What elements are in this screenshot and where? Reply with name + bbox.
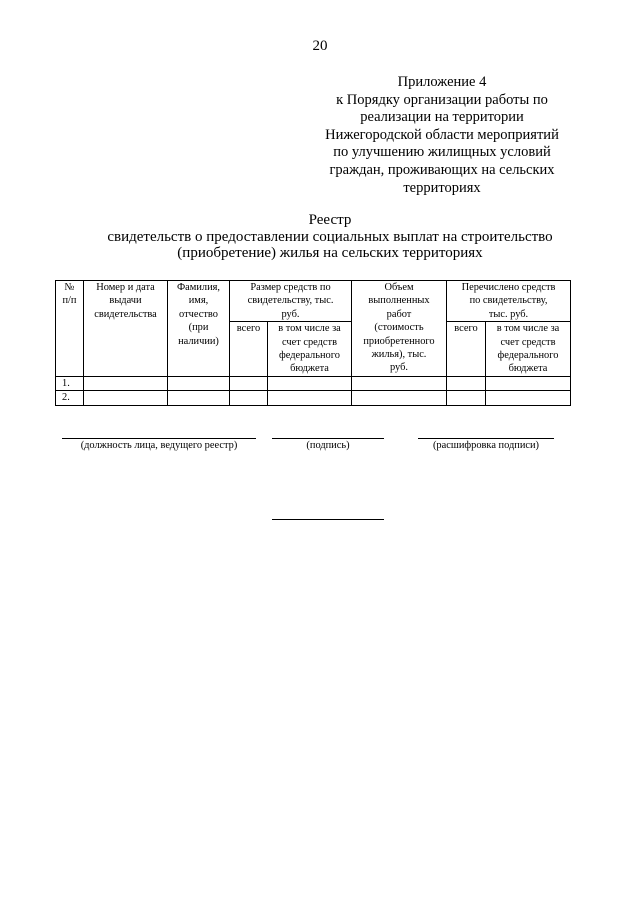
table-cell (268, 391, 352, 405)
table-cell (447, 376, 486, 390)
table-cell (352, 376, 447, 390)
header-transferred-total: всего (447, 322, 486, 377)
header-num: № п/п (56, 281, 84, 377)
decoding-caption: (расшифровка подписи) (432, 440, 540, 451)
row-number: 2. (56, 391, 84, 405)
table-row (56, 376, 571, 390)
table-cell (352, 391, 447, 405)
signature-caption: (подпись) (306, 440, 350, 451)
header-amount-federal: в том числе за счет средств федерального бюджета (268, 322, 352, 377)
appendix-line: по улучшению жилищных условий (333, 144, 551, 161)
table-cell (230, 391, 268, 405)
table-cell (84, 391, 168, 405)
appendix-line: территориях (403, 179, 481, 196)
table-cell (486, 376, 571, 390)
appendix-block (318, 74, 566, 197)
table-cell (447, 391, 486, 405)
registry-table (55, 280, 571, 406)
appendix-line: граждан, проживающих на сельских (329, 161, 555, 178)
registry-title (0, 212, 640, 262)
registry-title-line: свидетельств о предоставлении социальных выплат на строительство (107, 228, 553, 245)
header-work-volume: Объем выполненных работ (стоимость приобретенного жилья), тыс. руб. (352, 281, 447, 377)
appendix-line: к Порядку организации работы по (336, 91, 548, 108)
position-caption: (должность лица, ведущего реестр) (80, 440, 238, 451)
registry-title-line: Реестр (308, 212, 352, 228)
appendix-line: Нижегородской области мероприятий (325, 126, 559, 143)
table-cell (230, 376, 268, 390)
table-cell (168, 391, 230, 405)
row-number: 1. (56, 376, 84, 390)
header-amount-total: всего (230, 322, 268, 377)
table-cell (168, 376, 230, 390)
header-certificate: Номер и дата выдачи свидетельства (84, 281, 168, 377)
closing-divider-line (272, 519, 384, 520)
registry-title-line: (приобретение) жилья на сельских территориях (177, 245, 483, 261)
appendix-line: реализации на территории (360, 109, 524, 126)
table-cell (486, 391, 571, 405)
header-full-name: Фамилия, имя, отчество (при наличии) (168, 281, 230, 377)
header-transferred: Перечислено средств по свидетельству, тыс. руб. (447, 281, 571, 322)
header-amount: Размер средств по свидетельству, тыс. руб. (230, 281, 352, 322)
table-row (56, 391, 571, 405)
appendix-line: Приложение 4 (397, 74, 487, 90)
header-transferred-federal: в том числе за счет средств федерального бюджета (486, 322, 571, 377)
page-number: 20 (312, 38, 328, 54)
signature-line (272, 438, 384, 439)
position-signature-line (62, 438, 256, 439)
table-cell (84, 376, 168, 390)
decoding-signature-line (418, 438, 554, 439)
table-cell (268, 376, 352, 390)
